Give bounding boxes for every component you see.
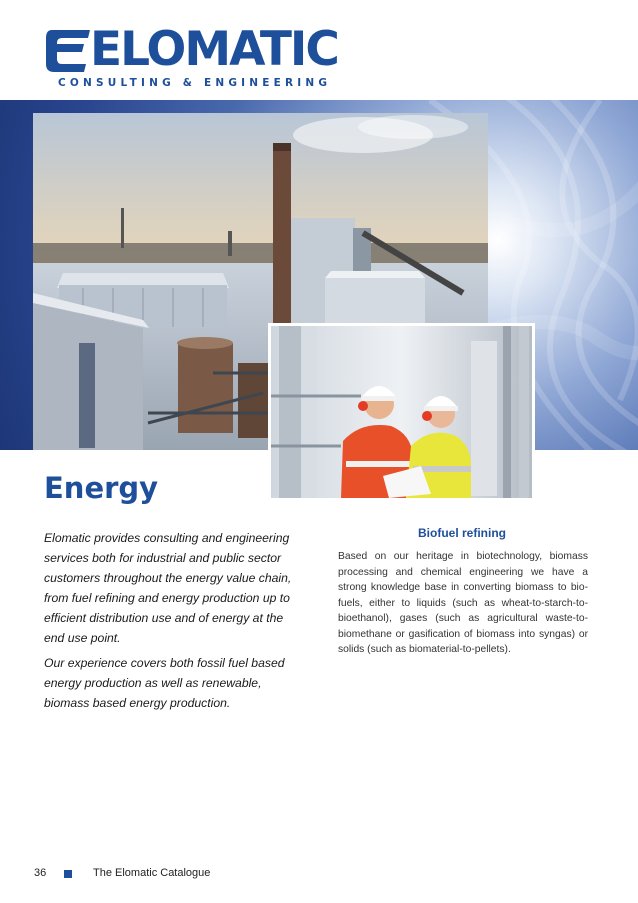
catalogue-title: The Elomatic Catalogue bbox=[93, 867, 211, 879]
biofuel-heading: Biofuel refining bbox=[418, 526, 506, 540]
page-number: 36 bbox=[34, 867, 47, 879]
brand-name: ELOMATIC bbox=[90, 22, 338, 77]
intro-paragraph: Elomatic provides consulting and engineering services both for industrial and public sector customers throughout the energy value chain, from fuel refining and energy production up to efficient distribution use and of energy at the end use point. bbox=[44, 531, 292, 645]
engineers-at-refinery-photo bbox=[268, 323, 535, 501]
elomatic-logo bbox=[44, 22, 338, 94]
elomatic-emblem-icon bbox=[44, 28, 94, 74]
brand-tagline: CONSULTING & ENGINEERING bbox=[58, 77, 332, 89]
intro-text bbox=[44, 528, 296, 718]
square-bullet-icon bbox=[64, 870, 72, 878]
page-title: Energy bbox=[44, 471, 159, 505]
biofuel-text: Based on our heritage in biotechnology, biomass processing and chemical engineering we have a strong knowledge base in converting biomass to bio-fuels, either to liquids (such as wheat-to-starch-to-bioethanol), gases (such as agricultural waste-to-biomethane or gasification of biomass into syngas) or solids (such as biomaterial-to-pellets). bbox=[338, 551, 588, 655]
intro-paragraph: Our experience covers both fossil fuel based energy production as well as renewable, biomass based energy production. bbox=[44, 656, 285, 710]
engineers-illustration bbox=[271, 326, 532, 498]
page-footer bbox=[34, 864, 334, 880]
